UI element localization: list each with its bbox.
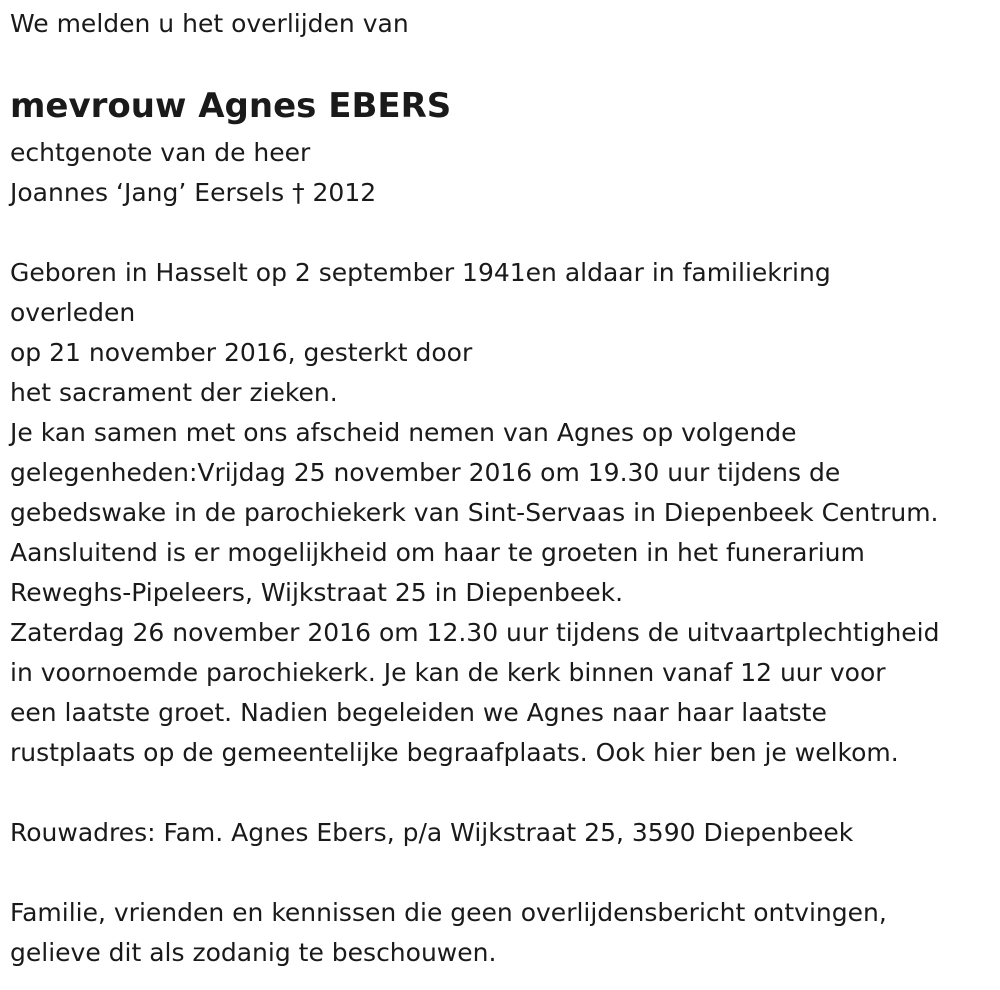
deceased-name: mevrouw Agnes EBERS [10, 86, 452, 126]
mourning-address: Rouwadres: Fam. Agnes Ebers, p/a Wijkstraat 25, 3590 Diepenbeek [10, 818, 854, 847]
body-line: Geboren in Hasselt op 2 september 1941en aldaar in familiekring [10, 258, 831, 287]
closing-line: Familie, vrienden en kennissen die geen overlijdensbericht ontvingen, [10, 898, 887, 927]
spouse-death-year: 2012 [312, 178, 377, 207]
spouse-line-2 [10, 173, 376, 213]
body-line: Je kan samen met ons afscheid nemen van Agnes op volgende [10, 418, 797, 447]
notice-body [10, 253, 939, 773]
body-line: overleden [10, 298, 136, 327]
spouse-block [10, 133, 376, 213]
body-line: het sacrament der zieken. [10, 378, 338, 407]
body-line: rustplaats op de gemeentelijke begraafplaats. Ook hier ben je welkom. [10, 738, 899, 767]
body-line: in voornoemde parochiekerk. Je kan de kerk binnen vanaf 12 uur voor [10, 658, 886, 687]
body-line: een laatste groet. Nadien begeleiden we Agnes naar haar laatste [10, 698, 827, 727]
cross-icon: † [292, 178, 305, 207]
closing-line: gelieve dit als zodanig te beschouwen. [10, 938, 497, 967]
body-line: Zaterdag 26 november 2016 om 12.30 uur tijdens de uitvaartplechtigheid [10, 618, 940, 647]
body-line: op 21 november 2016, gesterkt door [10, 338, 473, 367]
spouse-name: Joannes ‘Jang’ Eersels [10, 178, 285, 207]
body-line: Reweghs-Pipeleers, Wijkstraat 25 in Diepenbeek. [10, 578, 624, 607]
closing-note [10, 893, 887, 973]
body-line: gelegenheden:Vrijdag 25 november 2016 om 19.30 uur tijdens de [10, 458, 841, 487]
body-line: Aansluitend is er mogelijkheid om haar te groeten in het funerarium [10, 538, 865, 567]
body-line: gebedswake in de parochiekerk van Sint-Servaas in Diepenbeek Centrum. [10, 498, 939, 527]
intro-text: We melden u het overlijden van [10, 9, 409, 38]
spouse-line-1: echtgenote van de heer [10, 138, 311, 167]
